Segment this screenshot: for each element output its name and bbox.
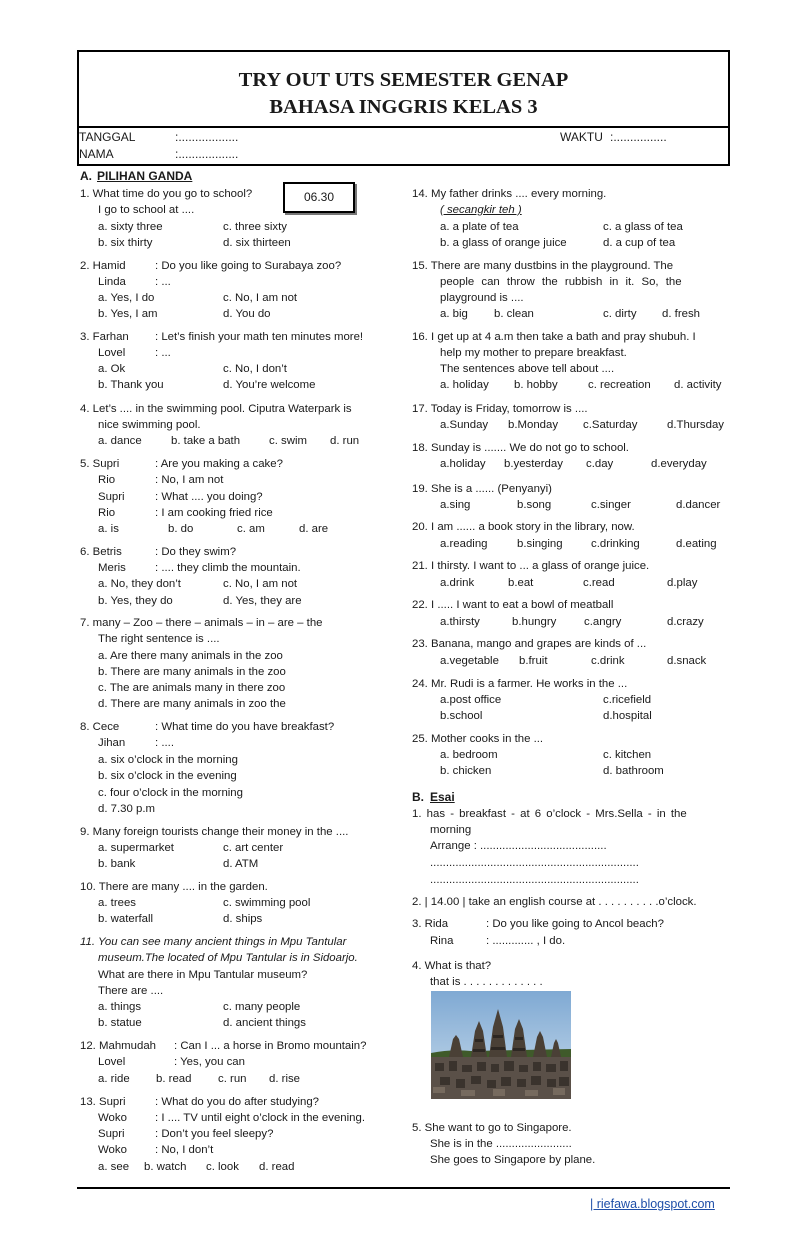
q18-option-d[interactable]: d.everyday (651, 458, 707, 470)
tanggal-field[interactable]: :.................. (175, 130, 239, 144)
q12-reply: : Yes, you can (174, 1056, 245, 1068)
question-5-speaker: 5. Supri (80, 458, 120, 470)
question-24: 24. Mr. Rudi is a farmer. He works in the ... (412, 678, 628, 690)
q12-option-b[interactable]: b. read (156, 1073, 192, 1085)
q12-option-a[interactable]: a. ride (98, 1073, 130, 1085)
q15-line-3: playground is .... (440, 292, 524, 304)
question-2: : Do you like going to Surabaya zoo? (155, 260, 342, 272)
q12-speaker-2: Lovel (98, 1056, 126, 1068)
essay-3-speaker: 3. Rida (412, 918, 449, 930)
q20-option-a[interactable]: a.reading (440, 538, 488, 550)
q23-option-d[interactable]: d.snack (667, 655, 707, 667)
question-17: 17. Today is Friday, tomorrow is .... (412, 403, 588, 415)
q19-option-d[interactable]: d.dancer (676, 499, 721, 511)
q11-line-2: museum.The located of Mpu Tantular is in Sidoarjo. (98, 952, 358, 964)
question-19: 19. She is a ...... (Penyanyi) (412, 483, 552, 495)
question-14: 14. My father drinks .... every morning. (412, 188, 607, 200)
essay-3-reply[interactable]: : ............. , I do. (486, 935, 566, 947)
q20-option-d[interactable]: d.eating (676, 538, 717, 550)
essay-4-answer[interactable]: that is . . . . . . . . . . . . . (430, 976, 543, 988)
essay-3-speaker-2: Rina (430, 935, 454, 947)
question-9: 9. Many foreign tourists change their money in the .... (80, 826, 349, 838)
q20-option-c[interactable]: c.drinking (591, 538, 640, 550)
q18-option-c[interactable]: c.day (586, 458, 614, 470)
q13-reply-2: : No, I don’t (155, 1144, 214, 1156)
q21-option-b[interactable]: b.eat (508, 577, 534, 589)
q8-speaker-2: Jihan (98, 737, 126, 749)
q5-reply-1: : No, I am not (155, 474, 224, 486)
tanggal-label: TANGGAL (79, 130, 136, 144)
q24-option-c[interactable]: c.ricefield (603, 694, 652, 706)
q25-option-b[interactable]: b. chicken (440, 765, 492, 777)
question-13: : What do you do after studying? (155, 1096, 319, 1108)
q15-option-d[interactable]: d. fresh (662, 308, 700, 320)
q11-option-c[interactable]: c. many people (223, 1001, 301, 1013)
q2-option-a[interactable]: a. Yes, I do (98, 292, 155, 304)
q5-option-b[interactable]: b. do (168, 523, 194, 535)
q16-option-d[interactable]: d. activity (674, 379, 722, 391)
question-12-speaker: 12. Mahmudah (80, 1040, 156, 1052)
q17-option-b[interactable]: b.Monday (508, 419, 559, 431)
section-b-title: Esai (430, 790, 455, 804)
question-10: 10. There are many .... in the garden. (80, 881, 268, 893)
q13-speaker-2: Woko (98, 1112, 127, 1124)
q12-option-d[interactable]: d. rise (269, 1073, 301, 1085)
q24-option-b[interactable]: b.school (440, 710, 483, 722)
q22-option-b[interactable]: b.hungry (512, 616, 557, 628)
q13-reply-1: : I .... TV until eight o’clock in the evening. (155, 1112, 365, 1124)
question-1: 1. What time do you go to school? (80, 188, 253, 200)
q2-speaker-2: Linda (98, 276, 126, 288)
footer-divider (77, 1187, 730, 1189)
q1-option-a[interactable]: a. sixty three (98, 221, 163, 233)
question-16: 16. I get up at 4 a.m then take a bath and pray shubuh. I (412, 331, 696, 343)
q11-option-d[interactable]: d. ancient things (223, 1017, 306, 1029)
q23-option-c[interactable]: c.drink (591, 655, 625, 667)
essay-1-line-2: morning (430, 824, 472, 836)
q6-option-c[interactable]: c. No, I am not (223, 578, 298, 590)
q9-option-b[interactable]: b. bank (98, 858, 136, 870)
q5-reply-2: : I am cooking fried rice (155, 507, 273, 519)
q10-option-c[interactable]: c. swimming pool (223, 897, 311, 909)
q4-option-d[interactable]: d. run (330, 435, 360, 447)
essay-1-blank-2[interactable]: .................................................................. (430, 874, 639, 886)
question-6-speaker: 6. Betris (80, 546, 122, 558)
q11-option-a[interactable]: a. things (98, 1001, 142, 1013)
q5-speaker-4: Rio (98, 507, 116, 519)
header-box (77, 50, 730, 166)
prambanan-temple-image (431, 991, 571, 1099)
q14-option-c[interactable]: c. a glass of tea (603, 221, 683, 233)
essay-5: 5. She want to go to Singapore. (412, 1122, 572, 1134)
question-20: 20. I am ...... a book story in the library, now. (412, 521, 635, 533)
q25-option-a[interactable]: a. bedroom (440, 749, 498, 761)
section-a-title: PILIHAN GANDA (97, 169, 193, 183)
q14-option-d[interactable]: d. a cup of tea (603, 237, 676, 249)
q17-option-c[interactable]: c.Saturday (583, 419, 638, 431)
q18-option-a[interactable]: a.holiday (440, 458, 486, 470)
essay-5-line-3: She goes to Singapore by plane. (430, 1154, 596, 1166)
q23-option-a[interactable]: a.vegetable (440, 655, 499, 667)
q25-option-d[interactable]: d. bathroom (603, 765, 664, 777)
waktu-label: WAKTU (560, 130, 603, 144)
q5-option-a[interactable]: a. is (98, 523, 119, 535)
nama-label: NAMA (79, 147, 114, 161)
question-21: 21. I thirsty. I want to ... a glass of orange juice. (412, 560, 650, 572)
q1-option-c[interactable]: c. three sixty (223, 221, 287, 233)
q24-option-a[interactable]: a.post office (440, 694, 502, 706)
q14-hint: ( secangkir teh ) (440, 204, 522, 216)
header-divider (79, 126, 728, 128)
question-25: 25. Mother cooks in the ... (412, 733, 544, 745)
q3-reply: : ... (155, 347, 171, 359)
question-8-speaker: 8. Cece (80, 721, 120, 733)
question-6: : Do they swim? (155, 546, 237, 558)
q22-option-c[interactable]: c.angry (584, 616, 622, 628)
q6-speaker-2: Meris (98, 562, 126, 574)
q15-option-b[interactable]: b. clean (494, 308, 534, 320)
q6-option-d[interactable]: d. Yes, they are (223, 595, 302, 607)
q21-option-a[interactable]: a.drink (440, 577, 475, 589)
q7-prompt: The right sentence is .... (98, 633, 220, 645)
q21-option-d[interactable]: d.play (667, 577, 698, 589)
q19-option-a[interactable]: a.sing (440, 499, 471, 511)
q6-reply: : .... they climb the mountain. (155, 562, 301, 574)
temple-photo (431, 991, 571, 1099)
q12-option-c[interactable]: c. run (218, 1073, 247, 1085)
q10-option-d[interactable]: d. ships (223, 913, 263, 925)
question-13-speaker: 13. Supri (80, 1096, 126, 1108)
q16-option-c[interactable]: c. recreation (588, 379, 651, 391)
q10-option-a[interactable]: a. trees (98, 897, 136, 909)
question-3: : Let’s finish your math ten minutes more! (155, 331, 364, 343)
q19-option-b[interactable]: b.song (517, 499, 552, 511)
q23-option-b[interactable]: b.fruit (519, 655, 548, 667)
q4-option-b[interactable]: b. take a bath (171, 435, 241, 447)
q9-option-c[interactable]: c. art center (223, 842, 284, 854)
q4-option-c[interactable]: c. swim (269, 435, 307, 447)
q7-option-d[interactable]: d. There are many animals in zoo the (98, 698, 286, 710)
q5-option-d[interactable]: d. are (299, 523, 329, 535)
q24-option-d[interactable]: d.hospital (603, 710, 652, 722)
q1-option-d[interactable]: d. six thirteen (223, 237, 291, 249)
q11-option-b[interactable]: b. statue (98, 1017, 142, 1029)
q10-option-b[interactable]: b. waterfall (98, 913, 154, 925)
q13-speaker-3: Supri (98, 1128, 125, 1140)
q11-prompt: There are .... (98, 985, 164, 997)
essay-1-blank-1[interactable]: .................................................................. (430, 857, 639, 869)
essay-1: 1. has - breakfast - at 6 o’clock - Mrs.Sella - in the (412, 808, 687, 820)
q3-speaker-2: Lovel (98, 347, 126, 359)
q17-option-a[interactable]: a.Sunday (440, 419, 489, 431)
essay-5-answer[interactable]: She is in the ........................ (430, 1138, 572, 1150)
question-11: 11. You can see many ancient things in Mpu Tantular (80, 936, 347, 948)
q15-option-c[interactable]: c. dirty (603, 308, 637, 320)
footer-link[interactable]: | riefawa.blogspot.com (590, 1197, 715, 1211)
q5-speaker-3: Supri (98, 491, 125, 503)
q3-option-d[interactable]: d. You’re welcome (223, 379, 316, 391)
time-box: 06.30 (283, 182, 355, 213)
question-7: 7. many – Zoo – there – animals – in – are – the (80, 617, 323, 629)
q15-line-2: people can throw the rubbish in it. So, the (440, 276, 682, 288)
q8-option-a[interactable]: a. six o’clock in the morning (98, 754, 238, 766)
q17-option-d[interactable]: d.Thursday (667, 419, 724, 431)
q1-option-b[interactable]: b. six thirty (98, 237, 153, 249)
q3-option-a[interactable]: a. Ok (98, 363, 126, 375)
q16-option-b[interactable]: b. hobby (514, 379, 558, 391)
q2-option-b[interactable]: b. Yes, I am (98, 308, 158, 320)
q15-option-a[interactable]: a. big (440, 308, 468, 320)
question-22: 22. I ..... I want to eat a bowl of meatball (412, 599, 614, 611)
exam-subtitle: BAHASA INGGRIS KELAS 3 (269, 96, 538, 118)
essay-3: : Do you like going to Ancol beach? (486, 918, 664, 930)
q13-option-c[interactable]: c. look (206, 1161, 239, 1173)
essay-1-arrange[interactable]: Arrange : ........................................ (430, 840, 607, 852)
q14-option-b[interactable]: b. a glass of orange juice (440, 237, 567, 249)
question-2-speaker: 2. Hamid (80, 260, 126, 272)
waktu-field[interactable]: :................ (610, 130, 667, 144)
q5-speaker-2: Rio (98, 474, 116, 486)
q4-option-a[interactable]: a. dance (98, 435, 142, 447)
essay-4: 4. What is that? (412, 960, 492, 972)
q14-option-a[interactable]: a. a plate of tea (440, 221, 519, 233)
q5-line-3: : What .... you doing? (155, 491, 263, 503)
q7-option-c[interactable]: c. The are animals many in there zoo (98, 682, 286, 694)
q8-option-c[interactable]: c. four o’clock in the morning (98, 787, 243, 799)
section-b-label: B. (412, 790, 424, 804)
question-18: 18. Sunday is ....... We do not go to school. (412, 442, 629, 454)
q13-option-a[interactable]: a. see (98, 1161, 130, 1173)
essay-2: 2. | 14.00 | take an english course at . . . . . . . . . .o’clock. (412, 896, 697, 908)
q21-option-c[interactable]: c.read (583, 577, 615, 589)
q7-option-b[interactable]: b. There are many animals in the zoo (98, 666, 286, 678)
question-4: 4. Let’s .... in the swimming pool. Ciputra Waterpark is (80, 403, 352, 415)
q22-option-d[interactable]: d.crazy (667, 616, 704, 628)
q25-option-c[interactable]: c. kitchen (603, 749, 652, 761)
q7-option-a[interactable]: a. Are there many animals in the zoo (98, 650, 283, 662)
q13-speaker-4: Woko (98, 1144, 127, 1156)
question-23: 23. Banana, mango and grapes are kinds of ... (412, 638, 647, 650)
q1-answer-line: I go to school at .... (98, 204, 195, 216)
question-12: : Can I ... a horse in Bromo mountain? (174, 1040, 367, 1052)
q22-option-a[interactable]: a.thirsty (440, 616, 480, 628)
q5-option-c[interactable]: c. am (237, 523, 265, 535)
q3-option-b[interactable]: b. Thank you (98, 379, 164, 391)
q16-option-a[interactable]: a. holiday (440, 379, 489, 391)
q2-option-c[interactable]: c. No, I am not (223, 292, 298, 304)
section-a-label: A. (80, 169, 92, 183)
q13-option-d[interactable]: d. read (259, 1161, 295, 1173)
q16-line-3: The sentences above tell about .... (440, 363, 615, 375)
q20-option-b[interactable]: b.singing (517, 538, 563, 550)
q18-option-b[interactable]: b.yesterday (504, 458, 563, 470)
q3-option-c[interactable]: c. No, I don’t (223, 363, 287, 375)
q4-line-2: nice swimming pool. (98, 419, 201, 431)
q6-option-a[interactable]: a. No, they don’t (98, 578, 181, 590)
q9-option-d[interactable]: d. ATM (223, 858, 259, 870)
q19-option-c[interactable]: c.singer (591, 499, 631, 511)
nama-field[interactable]: :.................. (175, 147, 239, 161)
q13-option-b[interactable]: b. watch (144, 1161, 187, 1173)
q13-line-3: : Don’t you feel sleepy? (155, 1128, 274, 1140)
exam-title: TRY OUT UTS SEMESTER GENAP (238, 69, 569, 91)
question-15: 15. There are many dustbins in the playground. The (412, 260, 674, 272)
q2-option-d[interactable]: d. You do (223, 308, 271, 320)
q11-question: What are there in Mpu Tantular museum? (98, 969, 308, 981)
q8-option-b[interactable]: b. six o’clock in the evening (98, 770, 237, 782)
question-5: : Are you making a cake? (155, 458, 283, 470)
q9-option-a[interactable]: a. supermarket (98, 842, 174, 854)
q16-line-2: help my mother to prepare breakfast. (440, 347, 627, 359)
question-8: : What time do you have breakfast? (155, 721, 335, 733)
q6-option-b[interactable]: b. Yes, they do (98, 595, 173, 607)
q2-reply: : ... (155, 276, 171, 288)
q8-reply: : .... (155, 737, 174, 749)
q8-option-d[interactable]: d. 7.30 p.m (98, 803, 155, 815)
question-3-speaker: 3. Farhan (80, 331, 129, 343)
